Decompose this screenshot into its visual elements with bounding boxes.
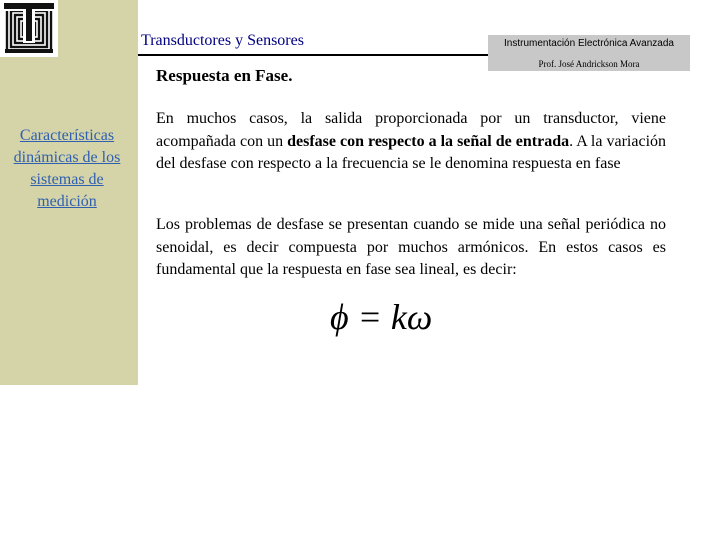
paragraph1-emphasis: desfase con respecto a la señal de entrada: [287, 132, 570, 150]
course-name: Instrumentación Electrónica Avanzada: [504, 38, 674, 49]
paragraph-phase-problems: Los problemas de desfase se presentan cuando se mide una señal periódica no senoidal, es decir compuesta por muchos armónicos. En estos casos es fundamental que la respuesta en fase sea lineal, es decir:: [156, 216, 666, 278]
paragraph1-text-start: En muchos casos, la salida proporcionada por un transductor, viene acompañada con un: [156, 110, 666, 150]
institution-logo-icon: [0, 0, 58, 57]
sidebar: [0, 57, 138, 385]
header-band: [58, 0, 138, 57]
professor-name: Prof. José Andrickson Mora: [538, 59, 640, 69]
paragraph1-text-end: . A la variación del desfase con respecto a la frecuencia se le denomina respuesta en fase: [156, 132, 667, 172]
paragraph-phase-response: [156, 108, 666, 176]
sidebar-nav-link[interactable]: Características dinámicas de los sistemas de medición: [13, 127, 121, 210]
header-title: Transductores y Sensores: [141, 32, 304, 49]
section-title: Respuesta en Fase.: [156, 66, 293, 85]
logo-area: [0, 0, 58, 57]
phase-equation: ϕ = kω: [330, 297, 433, 337]
